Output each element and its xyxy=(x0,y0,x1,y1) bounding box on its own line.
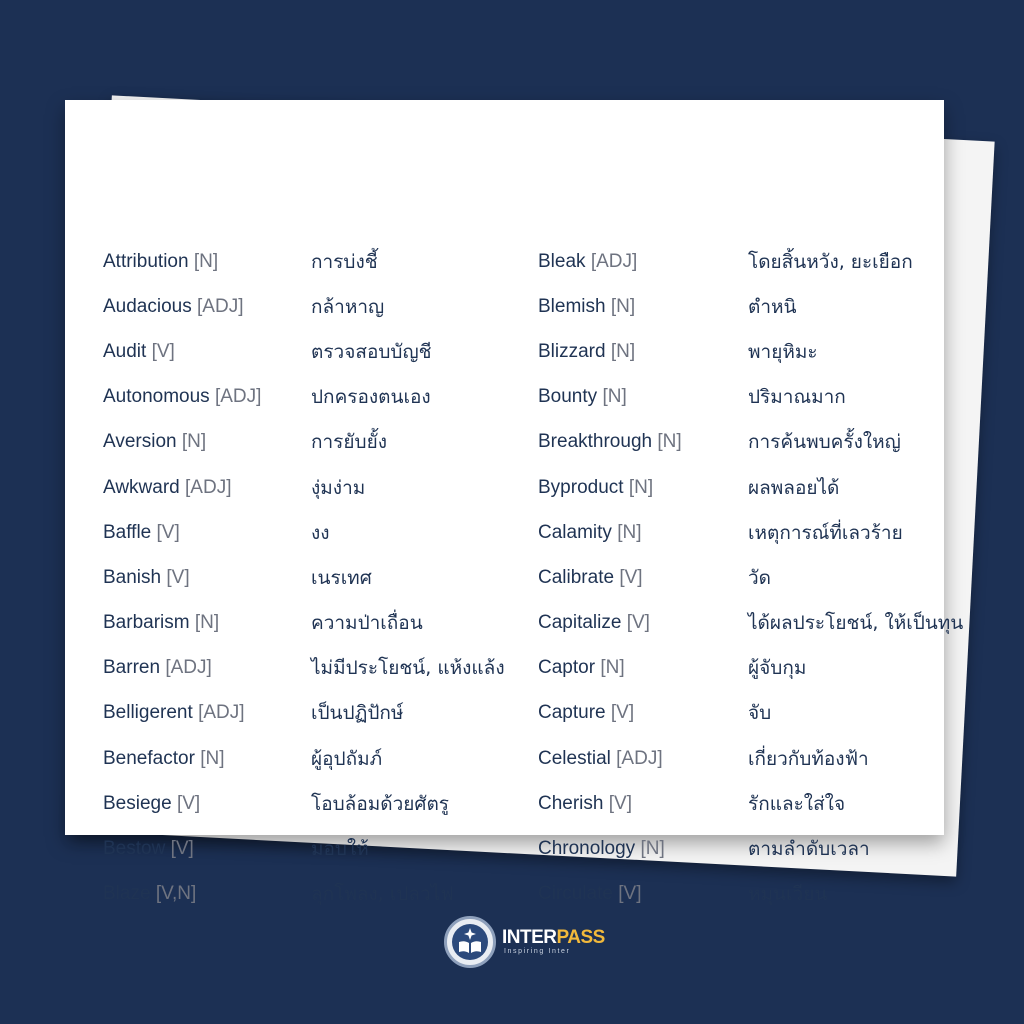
part-of-speech: [ADJ] xyxy=(165,657,212,679)
part-of-speech: [N] xyxy=(181,431,207,453)
english-word: Banish xyxy=(103,566,162,588)
english-word: Besiege xyxy=(103,792,172,814)
english-entry xyxy=(538,691,682,736)
book-star-icon xyxy=(444,916,496,968)
english-entry xyxy=(103,601,261,646)
thai-entry xyxy=(748,826,963,871)
thai-entry xyxy=(311,465,505,510)
english-word: Autonomous xyxy=(103,386,210,408)
english-entry xyxy=(103,284,261,329)
part-of-speech: [N] xyxy=(193,250,219,272)
right-english-column xyxy=(538,239,682,917)
english-word: Bounty xyxy=(538,386,598,408)
thai-entry xyxy=(311,872,505,917)
part-of-speech: [V] xyxy=(176,792,201,814)
english-word: Blizzard xyxy=(538,340,606,362)
right-thai-column xyxy=(748,239,963,917)
thai-entry xyxy=(311,691,505,736)
part-of-speech: [V] xyxy=(619,566,643,588)
english-entry xyxy=(103,872,261,917)
thai-entry xyxy=(748,329,963,374)
thai-entry xyxy=(748,239,963,284)
english-entry xyxy=(538,375,682,420)
thai-meaning: ผลพลอยได้ xyxy=(748,476,840,499)
thai-entry xyxy=(748,872,963,917)
thai-meaning: เนรเทศ xyxy=(311,566,372,589)
thai-entry xyxy=(311,329,505,374)
thai-meaning: การค้นพบครั้งใหญ่ xyxy=(748,431,901,454)
thai-entry xyxy=(748,781,963,826)
thai-entry xyxy=(748,736,963,781)
english-entry xyxy=(538,826,682,871)
thai-entry xyxy=(311,510,505,555)
english-entry xyxy=(538,239,682,284)
part-of-speech: [N] xyxy=(657,431,682,453)
thai-entry xyxy=(748,465,963,510)
thai-entry xyxy=(748,555,963,600)
english-entry xyxy=(103,736,261,781)
english-entry xyxy=(103,555,261,600)
english-entry xyxy=(538,781,682,826)
thai-meaning: วัด xyxy=(748,566,772,589)
english-word: Calibrate xyxy=(538,566,615,588)
thai-meaning: ผู้จับกุม xyxy=(748,657,807,680)
thai-meaning: พายุหิมะ xyxy=(748,340,818,363)
english-entry xyxy=(538,601,682,646)
english-word: Cherish xyxy=(538,792,604,814)
thai-meaning: การยับยั้ง xyxy=(311,431,387,454)
english-entry xyxy=(538,510,682,555)
vocabulary-sheet xyxy=(65,100,964,906)
part-of-speech: [ADJ] xyxy=(197,295,244,317)
thai-meaning: เกี่ยวกับท้องฟ้า xyxy=(748,747,869,770)
thai-meaning: ลุกโพลง, เปลวไฟ xyxy=(311,883,454,906)
logo-tagline: Inspiring Inter xyxy=(504,948,571,955)
english-word: Blaze xyxy=(103,883,151,905)
english-entry xyxy=(103,781,261,826)
part-of-speech: [V] xyxy=(626,612,650,634)
thai-meaning: ไม่มีประโยชน์, แห้งแล้ง xyxy=(311,657,505,680)
thai-entry xyxy=(311,239,505,284)
thai-entry xyxy=(748,646,963,691)
part-of-speech: [ADJ] xyxy=(198,702,245,724)
english-word: Attribution xyxy=(103,250,189,272)
english-word: Awkward xyxy=(103,476,180,498)
english-entry xyxy=(103,420,261,465)
part-of-speech: [V] xyxy=(608,792,632,814)
thai-meaning: กล้าหาญ xyxy=(311,295,385,318)
thai-meaning: ตรวจสอบบัญชี xyxy=(311,340,432,363)
thai-meaning: เป็นปฏิปักษ์ xyxy=(311,702,404,725)
thai-meaning: จับ xyxy=(748,702,772,725)
thai-entry xyxy=(748,601,963,646)
left-thai-column xyxy=(311,239,505,917)
english-word: Baffle xyxy=(103,521,152,543)
english-entry xyxy=(103,826,261,871)
thai-meaning: รักและใส่ใจ xyxy=(748,792,846,815)
thai-meaning: การบ่งชี้ xyxy=(311,250,378,273)
left-english-column xyxy=(103,239,261,917)
thai-entry xyxy=(748,420,963,465)
thai-meaning: เหตุการณ์ที่เลวร้าย xyxy=(748,521,903,544)
thai-entry xyxy=(311,375,505,420)
part-of-speech: [ADJ] xyxy=(616,747,663,769)
english-entry xyxy=(103,691,261,736)
english-entry xyxy=(103,375,261,420)
part-of-speech: [V] xyxy=(166,566,190,588)
logo-wordmark xyxy=(502,928,605,948)
english-entry xyxy=(538,646,682,691)
thai-entry xyxy=(748,375,963,420)
english-word: Bleak xyxy=(538,250,586,272)
thai-entry xyxy=(311,420,505,465)
part-of-speech: [N] xyxy=(200,747,225,769)
english-word: Bestow xyxy=(103,838,166,860)
thai-meaning: งุ่มง่าม xyxy=(311,476,366,499)
part-of-speech: [N] xyxy=(628,476,654,498)
english-word: Breakthrough xyxy=(538,431,653,453)
thai-meaning: ผู้อุปถัมภ์ xyxy=(311,747,383,770)
thai-entry xyxy=(311,826,505,871)
thai-meaning: หมุนเวียน xyxy=(748,883,828,906)
part-of-speech: [N] xyxy=(602,386,627,408)
english-word: Chronology xyxy=(538,838,636,860)
english-word: Celestial xyxy=(538,747,611,769)
part-of-speech: [N] xyxy=(617,521,642,543)
english-word: Capture xyxy=(538,702,606,724)
english-word: Belligerent xyxy=(103,702,193,724)
thai-meaning: ปริมาณมาก xyxy=(748,386,846,409)
english-entry xyxy=(103,329,261,374)
english-word: Audacious xyxy=(103,295,192,317)
thai-entry xyxy=(748,691,963,736)
english-entry xyxy=(103,510,261,555)
thai-entry xyxy=(311,284,505,329)
english-word: Calamity xyxy=(538,521,612,543)
part-of-speech: [ADJ] xyxy=(185,476,232,498)
english-word: Benefactor xyxy=(103,747,195,769)
part-of-speech: [V,N] xyxy=(155,883,197,905)
part-of-speech: [N] xyxy=(194,612,220,634)
english-entry xyxy=(538,465,682,510)
logo-wordmark-inter: INTER xyxy=(502,927,557,948)
thai-entry xyxy=(748,284,963,329)
thai-meaning: โดยสิ้นหวัง, ยะเยือก xyxy=(748,250,913,273)
thai-meaning: มอบให้ xyxy=(311,838,369,861)
part-of-speech: [ADJ] xyxy=(214,386,262,408)
part-of-speech: [ADJ] xyxy=(590,250,638,272)
part-of-speech: [V] xyxy=(618,883,642,905)
interpass-logo xyxy=(444,912,614,972)
part-of-speech: [V] xyxy=(156,521,180,543)
part-of-speech: [N] xyxy=(640,838,665,860)
english-entry xyxy=(103,646,261,691)
thai-entry xyxy=(311,736,505,781)
thai-meaning: ตามลำดับเวลา xyxy=(748,838,870,861)
english-entry xyxy=(538,872,682,917)
thai-meaning: งง xyxy=(311,521,330,544)
english-word: Byproduct xyxy=(538,476,624,498)
english-word: Captor xyxy=(538,657,596,679)
english-entry xyxy=(538,736,682,781)
part-of-speech: [N] xyxy=(610,340,636,362)
english-word: Audit xyxy=(103,340,147,362)
thai-entry xyxy=(311,646,505,691)
english-word: Capitalize xyxy=(538,612,622,634)
part-of-speech: [N] xyxy=(610,295,636,317)
logo-wordmark-pass: PASS xyxy=(556,927,605,948)
thai-meaning: โอบล้อมด้วยศัตรู xyxy=(311,792,450,815)
thai-entry xyxy=(311,601,505,646)
thai-entry xyxy=(311,555,505,600)
english-entry xyxy=(538,284,682,329)
thai-meaning: ปกครองตนเอง xyxy=(311,386,431,409)
english-entry xyxy=(538,555,682,600)
english-word: Aversion xyxy=(103,431,177,453)
thai-meaning: ตำหนิ xyxy=(748,295,797,318)
thai-entry xyxy=(311,781,505,826)
english-entry xyxy=(103,465,261,510)
part-of-speech: [V] xyxy=(610,702,635,724)
thai-meaning: ความป่าเถื่อน xyxy=(311,612,423,635)
english-word: Barbarism xyxy=(103,612,190,634)
english-entry xyxy=(538,329,682,374)
thai-meaning: ได้ผลประโยชน์, ให้เป็นทุน xyxy=(748,612,964,635)
part-of-speech: [V] xyxy=(170,838,194,860)
english-entry xyxy=(538,420,682,465)
english-entry xyxy=(103,239,261,284)
english-word: Barren xyxy=(103,657,161,679)
thai-entry xyxy=(748,510,963,555)
english-word: Blemish xyxy=(538,295,606,317)
english-word: Circulate xyxy=(538,883,613,905)
part-of-speech: [N] xyxy=(600,657,625,679)
part-of-speech: [V] xyxy=(151,340,175,362)
